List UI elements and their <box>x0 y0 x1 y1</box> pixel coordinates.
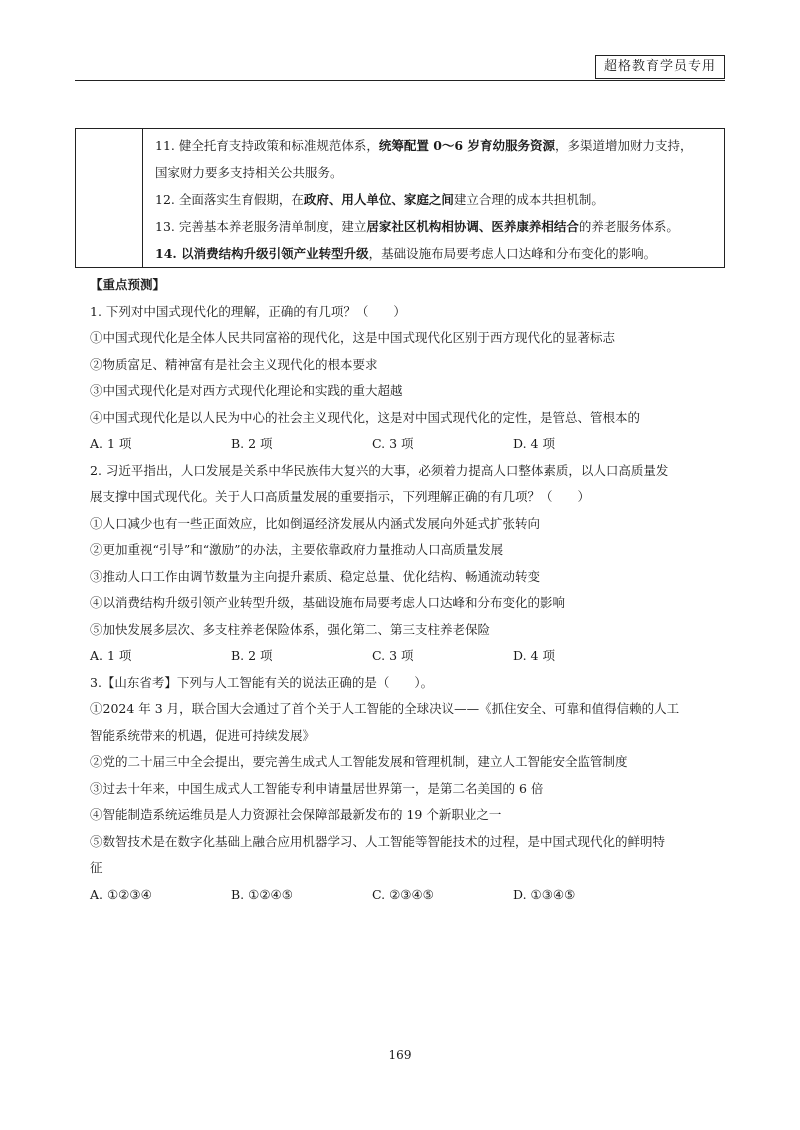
policy-text: ，多渠道增加财力支持， <box>554 138 693 153</box>
answer-option[interactable]: D. ①③④⑤ <box>513 886 576 902</box>
policy-emphasis: 政府、用人单位、家庭之间 <box>303 192 454 207</box>
question-statement: 征 <box>90 860 103 875</box>
header-divider <box>75 80 725 81</box>
question-statement: ①中国式现代化是全体人民共同富裕的现代化，这是中国式现代化区别于西方现代化的显著标志 <box>90 330 616 345</box>
question-stem: 1. 下列对中国式现代化的理解，正确的有几项？（ ） <box>90 303 406 319</box>
question-stem: 2. 习近平指出，人口发展是关系中华民族伟大复兴的大事，必须着力提高人口整体素质，以人口高质量发 <box>90 462 669 478</box>
answer-option[interactable]: C. ②③④⑤ <box>372 886 434 902</box>
answer-options <box>90 643 725 670</box>
answer-option[interactable]: B. 2 项 <box>231 648 273 663</box>
question-section <box>90 272 725 908</box>
question-statement: ⑤加快发展多层次、多支柱养老保险体系，强化第二、第三支柱养老保险 <box>90 621 491 637</box>
question-statement: 智能系统带来的机遇，促进可持续发展》 <box>90 727 316 743</box>
question-statement: ①人口减少也有一些正面效应，比如倒逼经济发展从内涵式发展向外延式扩张转向 <box>90 515 541 531</box>
answer-option[interactable]: C. 3 项 <box>372 648 414 663</box>
question-statement: ④中国式现代化是以人民为中心的社会主义现代化，这是对中国式现代化的定性，是管总、管根本的 <box>90 409 641 425</box>
question-statement: ④以消费结构升级引领产业转型升级，基础设施布局要考虑人口达峰和分布变化的影响 <box>90 595 566 610</box>
policy-text: ，基础设施布局要考虑人口达峰和分布变化的影响。 <box>368 246 657 261</box>
policy-text: 国家财力要多支持相关公共服务。 <box>155 165 343 180</box>
question-statement: ③中国式现代化是对西方式现代化理论和实践的重大超越 <box>90 383 403 398</box>
answer-option[interactable]: B. 2 项 <box>231 436 273 451</box>
question-list <box>90 299 725 909</box>
answer-option[interactable]: C. 3 项 <box>372 436 414 451</box>
answer-option[interactable]: D. 4 项 <box>513 648 555 663</box>
policy-table-content-cell <box>143 129 724 267</box>
answer-option[interactable]: A. 1 项 <box>90 648 132 663</box>
policy-text: 12. 全面落实生育假期，在 <box>155 192 304 207</box>
policy-table-label-cell <box>76 129 143 267</box>
policy-line <box>155 132 716 159</box>
question-stem: 3.【山东省考】下列与人工智能有关的说法正确的是（ ）。 <box>90 674 434 690</box>
policy-text: 11. 健全托育支持政策和标准规范体系， <box>155 138 379 153</box>
policy-line <box>155 213 716 240</box>
section-title: 【重点预测】 <box>90 277 166 292</box>
question-statement: ②更加重视“引导”和“激励”的办法，主要依靠政府力量推动人口高质量发展 <box>90 542 504 557</box>
answer-option[interactable]: A. 1 项 <box>90 436 132 451</box>
question-block <box>90 299 725 458</box>
question-statement: ③过去十年来，中国生成式人工智能专利申请量居世界第一，是第二名美国的 6 倍 <box>90 780 544 796</box>
question-block <box>90 670 725 909</box>
policy-line <box>155 240 716 267</box>
question-statement: ②党的二十届三中全会提出，要完善生成式人工智能发展和管理机制，建立人工智能安全监管制度 <box>90 754 628 769</box>
policy-text: 的养老服务体系。 <box>578 219 679 234</box>
question-block <box>90 458 725 670</box>
policy-emphasis: 14. 以消费结构升级引领产业转型升级 <box>155 246 369 261</box>
question-stem: 展支撑中国式现代化。关于人口高质量发展的重要指示，下列理解正确的有几项？（ ） <box>90 489 591 504</box>
question-statement: ①2024 年 3 月，联合国大会通过了首个关于人工智能的全球决议——《抓住安全、可靠和值得信赖的人工 <box>90 701 680 716</box>
watermark-stamp: 超格教育学员专用 <box>595 55 725 79</box>
policy-line <box>155 186 716 213</box>
policy-text: 13. 完善基本养老服务清单制度，建立 <box>155 219 367 234</box>
answer-options <box>90 882 725 909</box>
page-number: 169 <box>388 1048 412 1062</box>
answer-options <box>90 431 725 458</box>
policy-emphasis: 居家社区机构相协调、医养康养相结合 <box>366 219 579 234</box>
policy-text: 建立合理的成本共担机制。 <box>453 192 604 207</box>
question-statement: ③推动人口工作由调节数量为主向提升素质、稳定总量、优化结构、畅通流动转变 <box>90 568 541 584</box>
answer-option[interactable]: D. 4 项 <box>513 436 555 451</box>
question-statement: ⑤数智技术是在数字化基础上融合应用机器学习、人工智能等智能技术的过程，是中国式现代化的鲜明特 <box>90 833 666 849</box>
policy-table <box>75 128 725 268</box>
policy-emphasis: 统筹配置 0～6 岁育幼服务资源 <box>378 138 555 153</box>
answer-option[interactable]: A. ①②③④ <box>90 886 152 902</box>
policy-line <box>155 159 716 186</box>
answer-option[interactable]: B. ①②④⑤ <box>231 886 293 902</box>
question-statement: ④智能制造系统运维员是人力资源社会保障部最新发布的 19 个新职业之一 <box>90 807 502 822</box>
question-statement: ②物质富足、精神富有是社会主义现代化的根本要求 <box>90 356 378 372</box>
